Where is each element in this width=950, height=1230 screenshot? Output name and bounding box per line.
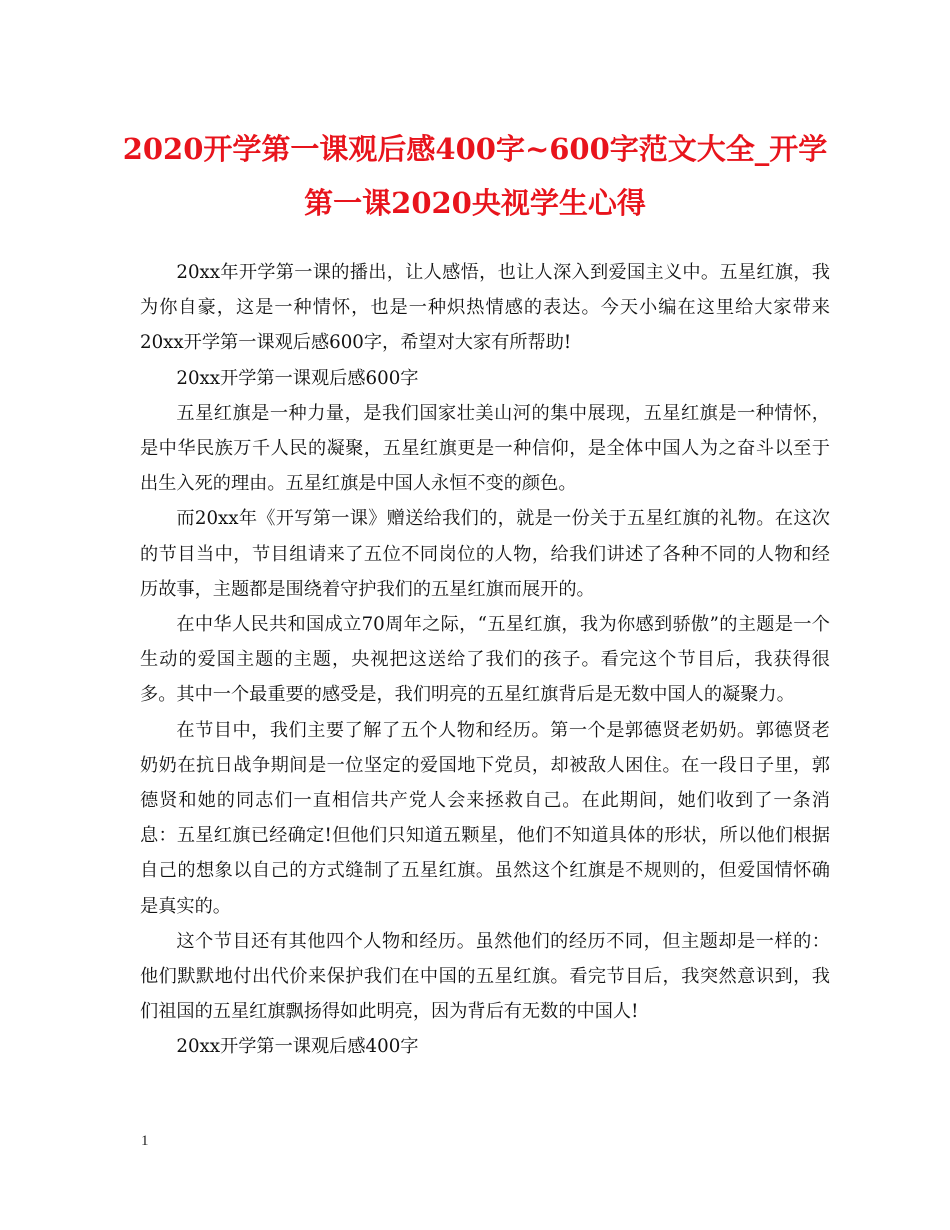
page-number: 1 (141, 1133, 149, 1149)
document-title: 2020开学第一课观后感400字~600字范文大全_开学第一课2020央视学生心得 (122, 132, 828, 220)
paragraph: 而20xx年《开写第一课》赠送给我们的，就是一份关于五星红旗的礼物。在这次的节目当中，节目组请来了五位不同岗位的人物，给我们讲述了各种不同的人物和经历故事，主题都是围绕着守护我们的五星红旗而展开的。 (140, 508, 830, 600)
paragraph-heading-400: 20xx开学第一课观后感400字 (176, 1036, 419, 1058)
paragraph: 这个节目还有其他四个人物和经历。虽然他们的经历不同，但主题却是一样的：他们默默地付出代价来保护我们在中国的五星红旗。看完节目后，我突然意识到，我们祖国的五星红旗飘扬得如此明亮，因为背后有无数的中国人! (140, 930, 830, 1023)
paragraph: 在节目中，我们主要了解了五个人物和经历。第一个是郭德贤老奶奶。郭德贤老奶奶在抗日战争期间是一位坚定的爱国地下党员，却被敌人困住。在一段日子里，郭德贤和她的同志们一直相信共产党人会来拯救自己。在此期间，她们收到了一条消息：五星红旗已经确定!但他们只知道五颗星，他们不知道具体的形状，所以他们根据自己的想象以自己的方式缝制了五星红旗。虽然这个红旗是不规则的，但爱国情怀确是真实的。 (140, 719, 830, 917)
paragraph: 在中华人民共和国成立70周年之际，“五星红旗，我为你感到骄傲”的主题是一个生动的爱国主题的主题，央视把这送给了我们的孩子。看完这个节目后，我获得很多。其中一个最重要的感受是，我们明亮的五星红旗背后是无数中国人的凝聚力。 (140, 614, 830, 706)
paragraph: 五星红旗是一种力量，是我们国家壮美山河的集中展现，五星红旗是一种情怀，是中华民族万千人民的凝聚，五星红旗更是一种信仰，是全体中国人为之奋斗以至于出生入死的理由。五星红旗是中国人永恒不变的颜色。 (140, 402, 830, 495)
paragraph-intro: 20xx年开学第一课的播出，让人感悟，也让人深入到爱国主义中。五星红旗，我为你自豪，这是一种情怀，也是一种炽热情感的表达。今天小编在这里给大家带来20xx开学第一课观后感600字，希望对大家有所帮助! (140, 262, 830, 354)
paragraph-heading-600: 20xx开学第一课观后感600字 (176, 367, 419, 389)
document-body (140, 255, 830, 1065)
